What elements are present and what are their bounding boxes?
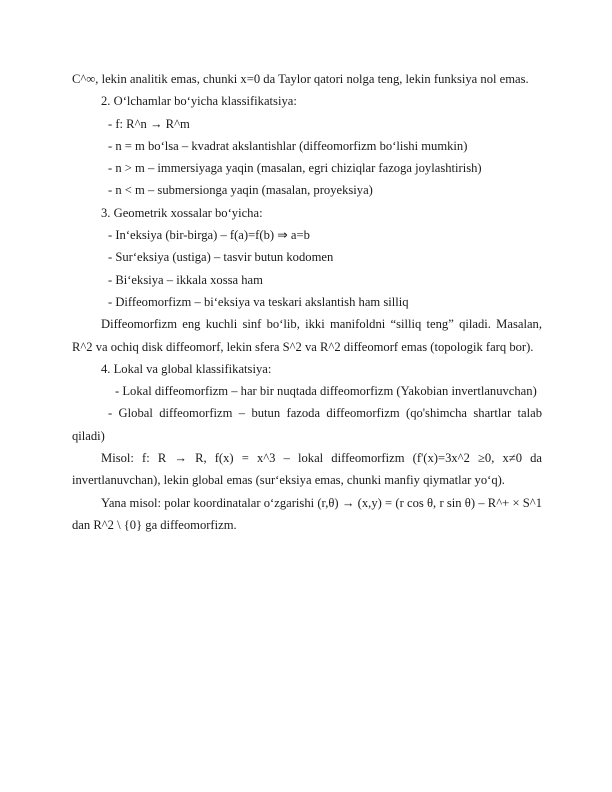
document-body bbox=[72, 68, 542, 536]
section-2-item-2: - n = m bo‘lsa – kvadrat akslantishlar (diffeomorfizm bo‘lishi mumkin) bbox=[108, 138, 468, 153]
section-2-item-1: - f: R^n → R^m bbox=[108, 116, 190, 131]
section-3-item-2: - Sur‘eksiya (ustiga) – tasvir butun kodomen bbox=[108, 250, 334, 265]
section-3-item-3: - Bi‘eksiya – ikkala xossa ham bbox=[108, 272, 263, 287]
section-2-item-4: - n < m – submersionga yaqin (masalan, proyeksiya) bbox=[108, 183, 373, 198]
intro-paragraph: C^∞, lekin analitik emas, chunki x=0 da Taylor qatori nolga teng, lekin funksiya nol emas. bbox=[72, 72, 529, 86]
section-4-example-1: Misol: f: R → R, f(x) = x^3 – lokal diffeomorfizm (f'(x)=3x^2 ≥0, x≠0 da invertlanuvchan), lekin global emas (sur‘eksiya emas, chunki manfiy qiymatlar yo‘q). bbox=[72, 451, 542, 488]
section-3-item-4: - Diffeomorfizm – bi‘eksiya va teskari akslantish ham silliq bbox=[108, 294, 409, 309]
section-4-item-1: - Lokal diffeomorfizm – har bir nuqtada diffeomorfizm (Yakobian invertlanuvchan) bbox=[115, 384, 537, 399]
section-2-item-3: - n > m – immersiyaga yaqin (masalan, egri chiziqlar fazoga joylashtirish) bbox=[108, 161, 482, 176]
section-3-paragraph: Diffeomorfizm eng kuchli sinf bo‘lib, ikki manifoldni “silliq teng” qiladi. Masalan, R^2 va ochiq disk diffeomorf, lekin sfera S^2 va R^2 diffeomorf emas (topologik farq bor). bbox=[72, 317, 542, 354]
section-4-heading: 4. Lokal va global klassifikatsiya: bbox=[101, 361, 272, 376]
section-3-item-1: - In‘eksiya (bir-birga) – f(a)=f(b) ⇒ a=b bbox=[108, 228, 310, 243]
section-2-heading: 2. O‘lchamlar bo‘yicha klassifikatsiya: bbox=[101, 94, 297, 109]
section-4-item-2: - Global diffeomorfizm – butun fazoda diffeomorfizm (qo'shimcha shartlar talab qiladi) bbox=[72, 406, 542, 443]
section-3-heading: 3. Geometrik xossalar bo‘yicha: bbox=[101, 205, 263, 220]
section-4-example-2: Yana misol: polar koordinatalar o‘zgarishi (r,θ) → (x,y) = (r cos θ, r sin θ) – R^+ × S^1 dan R^2 \ {0} ga diffeomorfizm. bbox=[72, 495, 542, 532]
